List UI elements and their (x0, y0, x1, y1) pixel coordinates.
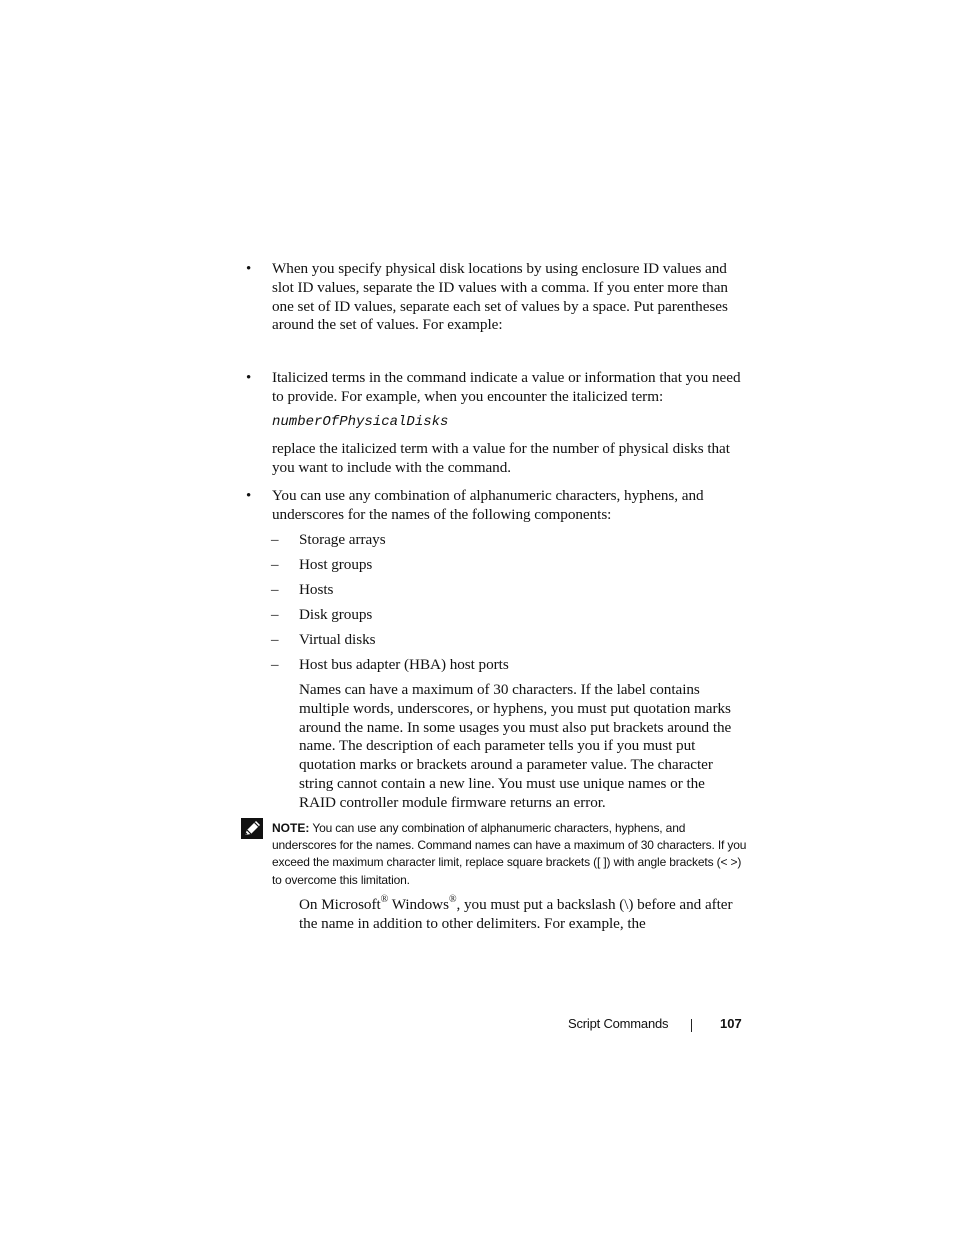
dash-marker: – (271, 582, 279, 598)
list-item: Hosts (299, 581, 334, 598)
dash-marker: – (271, 532, 279, 548)
bullet-marker: • (246, 370, 252, 386)
list-item: Virtual disks (299, 631, 376, 648)
note-text: You can use any combination of alphanumeric characters, hyphens, and underscores for the names. Command names can have a maximum of 30 characters. If you exceed the maximum character limit, replace square brackets ([ ]) with angle brackets (< >) to overcome this limitation. (272, 821, 747, 887)
note-label: NOTE: (272, 821, 310, 835)
registered-mark: ® (380, 893, 389, 905)
dash-marker: – (271, 557, 279, 573)
paragraph-names-rules: Names can have a maximum of 30 characters. If the label contains multiple words, underscores, or hyphens, you must put quotation marks around the name. In some usages you must also put brackets around the name. The description of each parameter tells you if you must put quotation marks or brackets around a parameter value. The character string cannot contain a new line. You must use unique names or the RAID controller module firmware returns an error. (299, 681, 732, 811)
note-block (272, 820, 747, 889)
dash-marker: – (271, 632, 279, 648)
pencil-note-icon (241, 818, 263, 839)
code-term: numberOfPhysicalDisks (272, 414, 449, 430)
list-item: Storage arrays (299, 531, 386, 548)
footer-section-title: Script Commands (568, 1016, 669, 1031)
paragraph-enclosure-id-values: When you specify physical disk locations by using enclosure ID values and slot ID values, separate the ID values with a comma. If you enter more than one set of ID values, separate each set of values by a space. Put parentheses around the set of values. For example: (272, 260, 728, 334)
footer-divider (691, 1019, 692, 1032)
windows-text-part: , you must put a backslash (\) before and after the name in addition to other delimiters. For example, the (299, 896, 733, 932)
paragraph-italicized-terms: Italicized terms in the command indicate a value or information that you need to provide. For example, when you encounter the italicized term: (272, 369, 741, 405)
dash-marker: – (271, 607, 279, 623)
dash-marker: – (271, 657, 279, 673)
registered-mark: ® (448, 893, 457, 905)
paragraph-replace-term: replace the italicized term with a value for the number of physical disks that you want to include with the command. (272, 440, 730, 476)
windows-text-part: On Microsoft (299, 896, 381, 913)
page-number: 107 (720, 1016, 742, 1031)
list-item: Host bus adapter (HBA) host ports (299, 656, 509, 673)
windows-text-part: Windows (388, 896, 449, 913)
paragraph-name-components: You can use any combination of alphanumeric characters, hyphens, and underscores for the names of the following components: (272, 487, 704, 523)
bullet-marker: • (246, 488, 252, 504)
list-item: Host groups (299, 556, 373, 573)
paragraph-windows-backslash (299, 893, 735, 934)
bullet-marker: • (246, 261, 252, 277)
list-item: Disk groups (299, 606, 373, 623)
